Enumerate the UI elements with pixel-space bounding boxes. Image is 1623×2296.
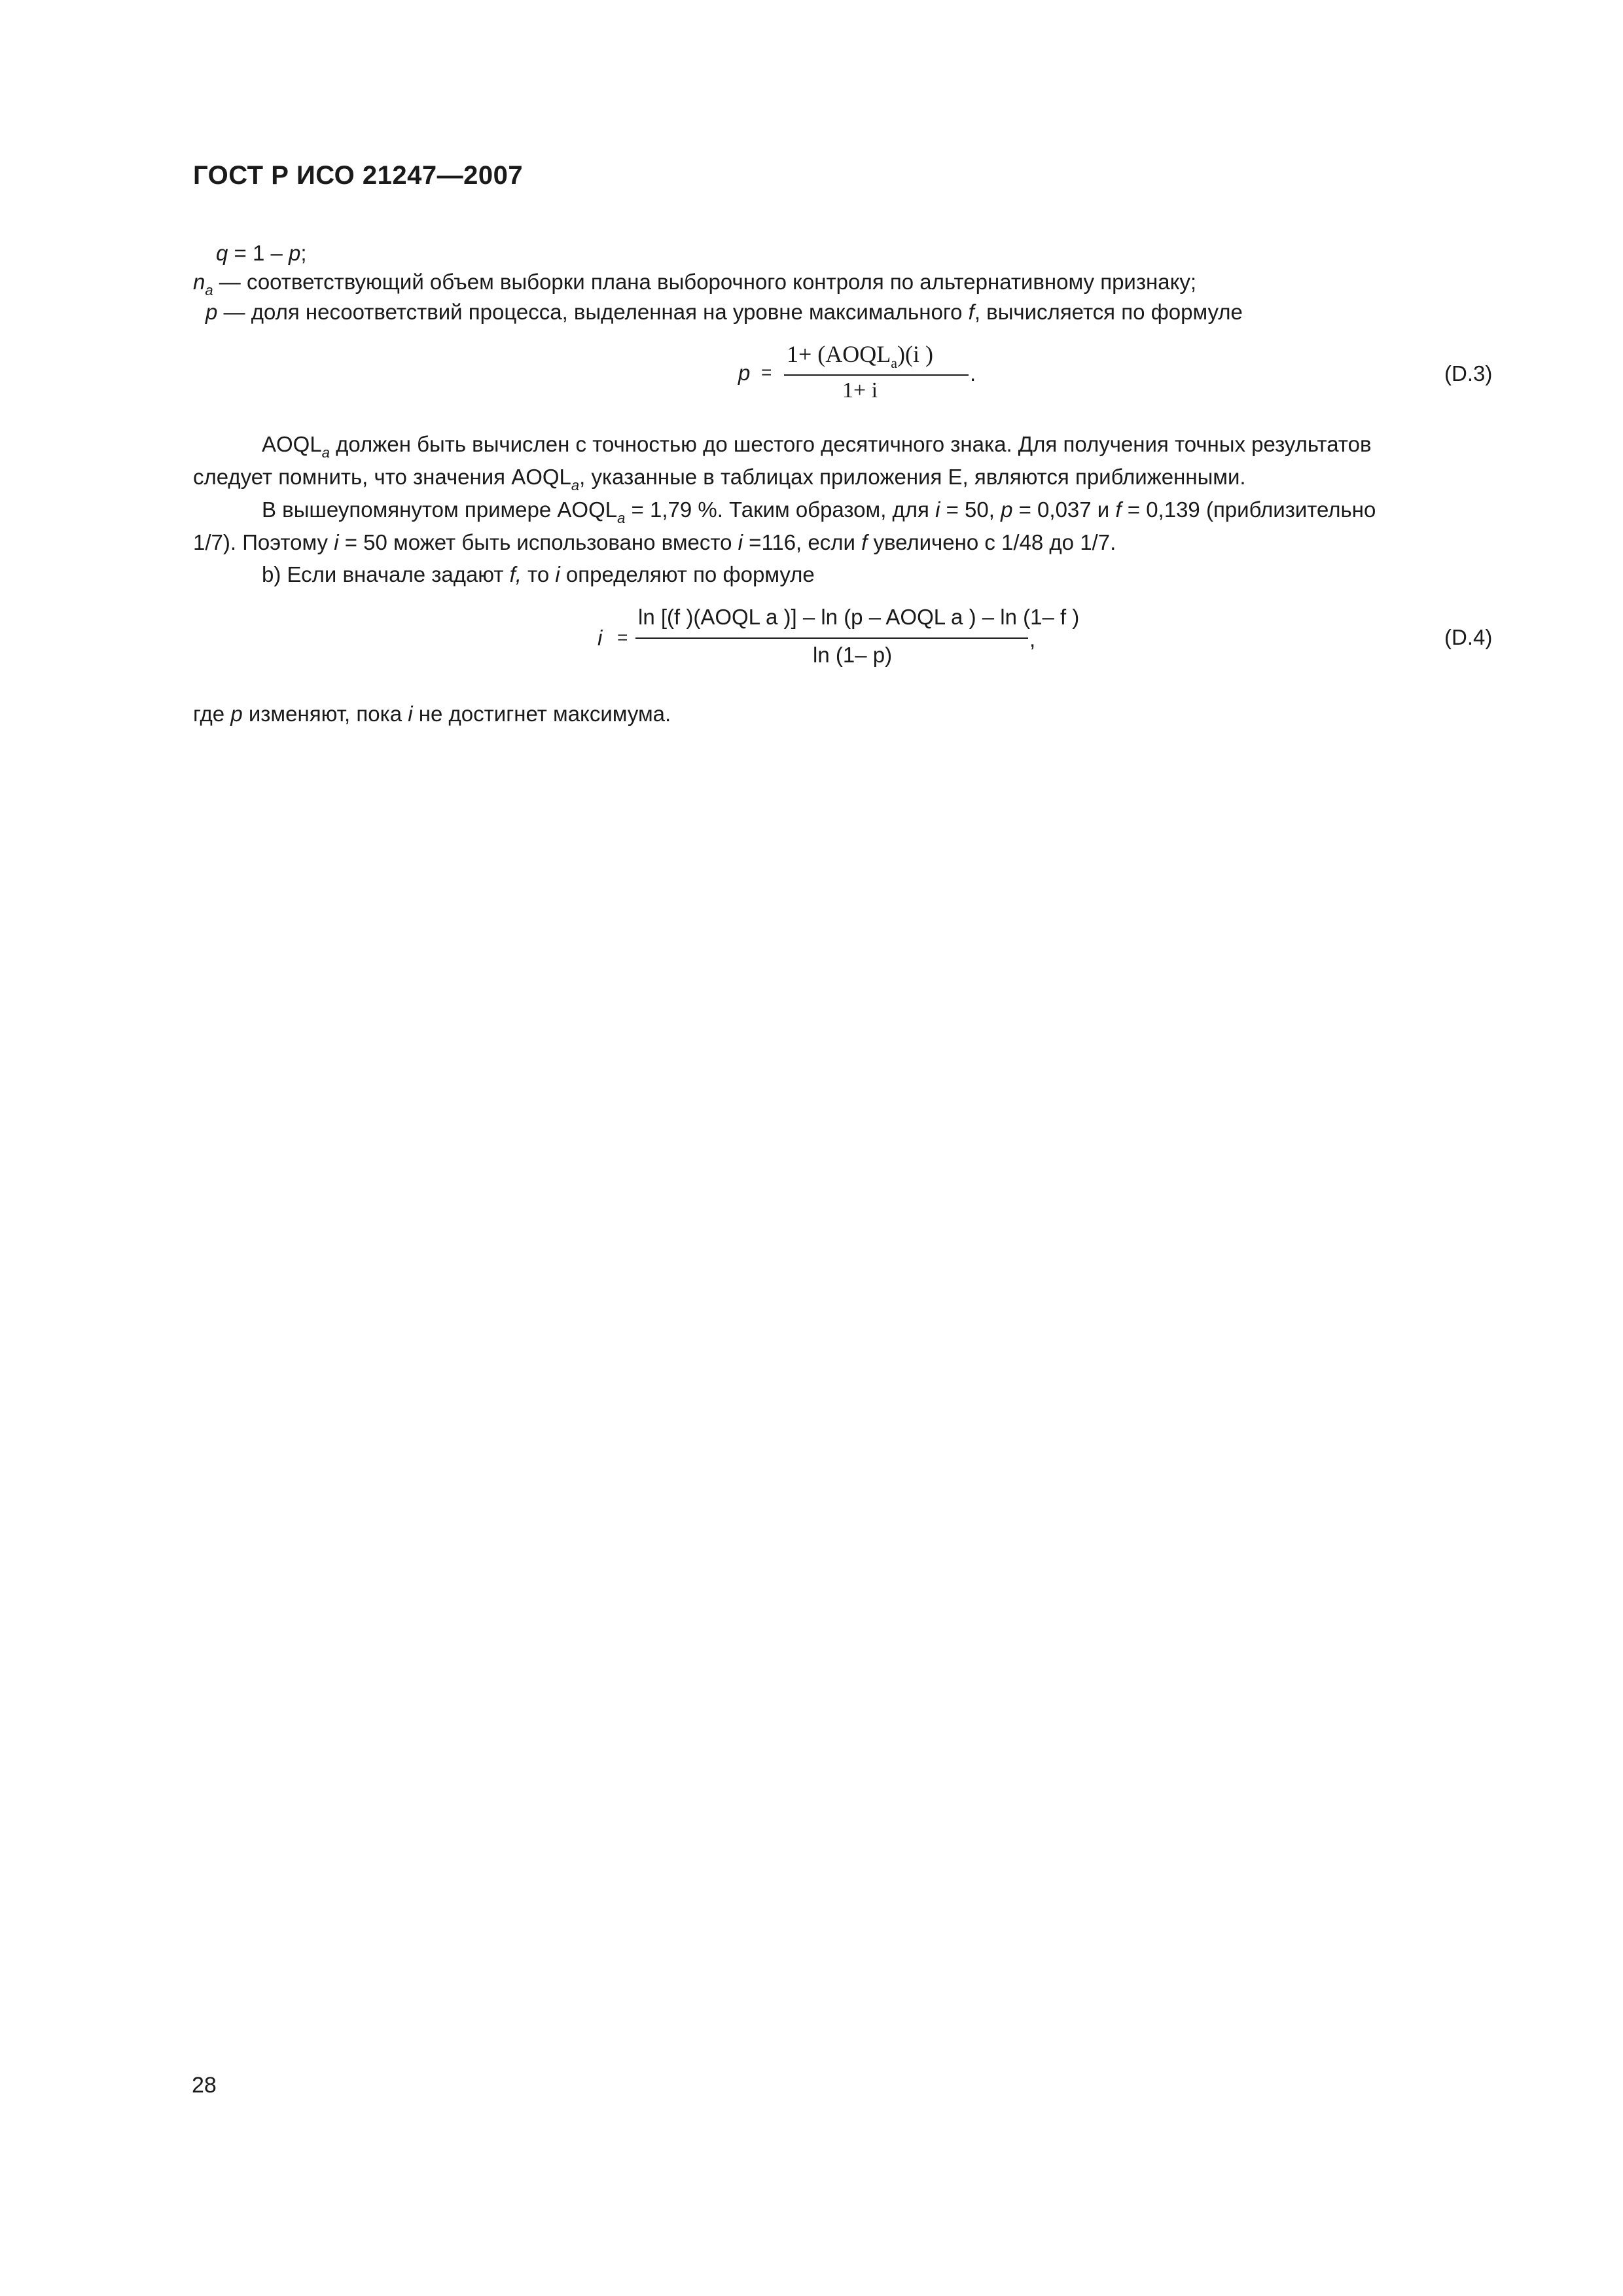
- formula-d4: i = ln [(f )(AOQL a )] – ln (p – AOQL a ) – ln (1– f ) ln (1– p) ,: [597, 605, 1080, 667]
- paragraph-1-line-2: следует помнить, что значения $AOQL_a$, указанные в таблицах приложения Е, являются приближенными.: [193, 465, 1246, 493]
- definition-na: $n_a$ — соответствующий объем выборки плана выборочного контроля по альтернативному признаку;: [193, 270, 1197, 298]
- paragraph-2-line-1: В вышеупомянутом примере $AOQL_a = 1,79$ %. Таким образом, для i = 50, p = 0,037 и f = 0,139 (приблизительно: [262, 497, 1376, 526]
- equation-number-d4: (D.4): [1444, 625, 1493, 649]
- paragraph-1-line-1: $AOQL_a$ должен быть вычислен с точностью до шестого десятичного знака. Для получения точных результатов: [262, 432, 1372, 461]
- page-number: 28: [192, 2073, 217, 2098]
- formula-d3: p = $1+ (AOQL_a)(i$ ) 1+ i .: [738, 341, 976, 403]
- formula-d4-fraction-bar: [635, 637, 1028, 639]
- formula-d3-numerator: $1+ (AOQL_a)(i$ ): [787, 341, 934, 371]
- formula-d3-denominator: 1+ i: [842, 378, 878, 403]
- formula-d4-numerator: ln [(f )(AOQL a )] – ln (p – AOQL a ) – ln (1– f ): [638, 605, 1080, 629]
- formula-d4-denominator: ln (1– p): [813, 643, 893, 667]
- formula-d3-fraction-bar: [784, 374, 969, 376]
- definition-q: q = 1 – p;: [216, 241, 307, 265]
- equation-number-d3: (D.3): [1444, 361, 1493, 386]
- definition-p: p — доля несоответствий процесса, выделенная на уровне максимального f, вычисляется по формуле: [205, 300, 1243, 324]
- document-header-title: ГОСТ Р ИСО 21247—2007: [193, 161, 524, 190]
- list-item-b: b) Если вначале задают f, то i определяют по формуле: [262, 562, 815, 586]
- paragraph-2-line-2: 1/7). Поэтому i = 50 может быть использовано вместо i =116, если f увеличено с 1/48 до 1/7.: [193, 530, 1116, 554]
- closing-sentence: где p изменяют, пока i не достигнет максимума.: [193, 702, 671, 726]
